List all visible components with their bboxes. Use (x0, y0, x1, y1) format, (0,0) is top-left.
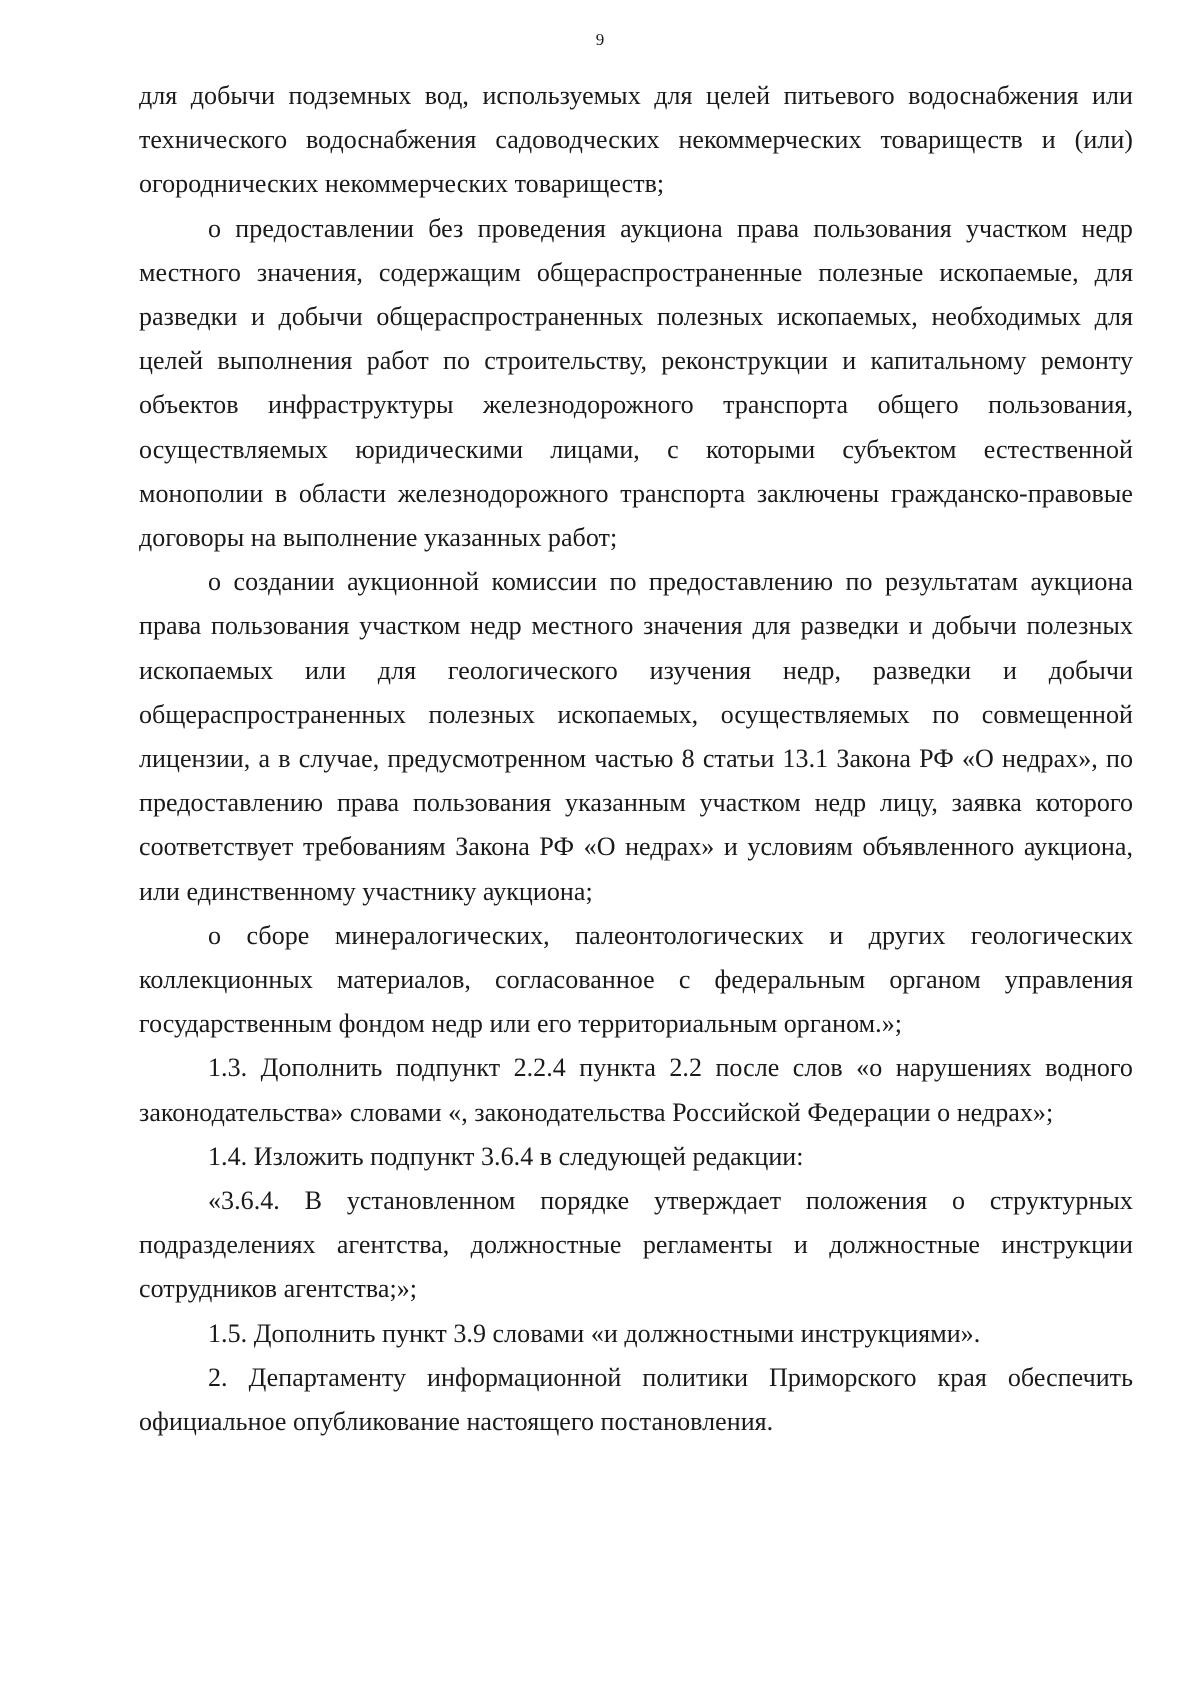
paragraph-item-3-6-4: «3.6.4. В установленном порядке утверждает положения о структурных подразделениях агентства, должностные регламенты и должностные инструкции сотрудников агентства;»; (139, 1186, 1133, 1304)
paragraph-auction-commission: о создании аукционной комиссии по предоставлению по результатам аукциона права пользования участком недр местного значения для разведки и добычи полезных ископаемых или для геологического изучения недр, разведки и добычи общераспространенных полезных ископаемых, осуществляемых по совмещенной лицензии, а в случае, предусмотренном частью 8 статьи 13.1 Закона РФ «О недрах», по предоставлению права пользования указанным участком недр лицу, заявка которого соответствует требованиям Закона РФ «О недрах» и условиям объявленного аукциона, или единственному участнику аукциона; (139, 567, 1133, 906)
paragraph-exemption-auction: о предоставлении без проведения аукциона права пользования участком недр местного значения, содержащим общераспространенные полезные ископаемые, для разведки и добычи общераспространенных полезных ископаемых, необходимых для целей выполнения работ по строительству, реконструкции и капитальному ремонту объектов инфраструктуры железнодорожного транспорта общего пользования, осуществляемых юридическими лицами, с которыми субъектом естественной монополии в области железнодорожного транспорта заключены гражданско-правовые договоры на выполнение указанных работ; (139, 213, 1133, 553)
paragraph-item-1-4: 1.4. Изложить подпункт 3.6.4 в следующей редакции: (208, 1141, 804, 1171)
page-number: 9 (595, 30, 605, 49)
paragraph-item-1-5: 1.5. Дополнить пункт 3.9 словами «и должностными инструкциями». (208, 1318, 981, 1348)
paragraph-continuation: для добычи подземных вод, используемых для целей питьевого водоснабжения или технического водоснабжения садоводческих некоммерческих товариществ и (или) огороднических некоммерческих товариществ; (139, 81, 1133, 199)
paragraph-item-2: 2. Департаменту информационной политики Приморского края обеспечить официальное опубликование настоящего постановления. (139, 1362, 1133, 1437)
paragraph-mineral-collection: о сборе минералогических, палеонтологических и других геологических коллекционных материалов, согласованное с федеральным органом управления государственным фондом недр или его территориальным органом.»; (139, 920, 1133, 1039)
document-body (139, 74, 1133, 1444)
paragraph-item-1-3: 1.3. Дополнить подпункт 2.2.4 пункта 2.2 после слов «о нарушениях водного законодательства» словами «, законодательства Российской Федерации о недрах»; (139, 1053, 1133, 1127)
